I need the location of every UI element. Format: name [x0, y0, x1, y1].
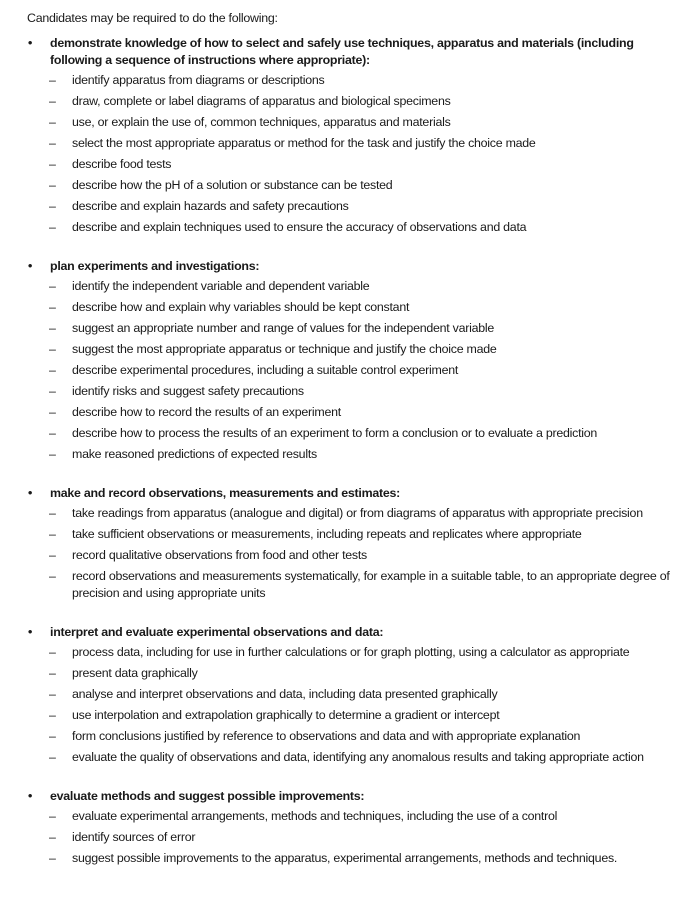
section-heading: [27, 623, 670, 642]
list-item-text: describe food tests: [72, 157, 172, 171]
list-item: [27, 566, 670, 604]
list-item-text: record observations and measurements systematically, for example in a suitable table, to an appropriate degree of precision and using appropriate units: [72, 569, 670, 600]
list-item: [27, 196, 670, 217]
dash-icon: –: [49, 220, 56, 234]
list-item-text: analyse and interpret observations and data, including data presented graphically: [72, 687, 498, 701]
list-item: [27, 402, 670, 423]
dash-icon: –: [49, 830, 56, 844]
list-item: [27, 663, 670, 684]
list-item-text: select the most appropriate apparatus or method for the task and justify the choice made: [72, 136, 536, 150]
bullet-icon: •: [28, 789, 33, 803]
dash-icon: –: [49, 73, 56, 87]
list-item-text: identify sources of error: [72, 830, 196, 844]
list-item-text: process data, including for use in further calculations or for graph plotting, using a calculator as appropriate: [72, 645, 630, 659]
dash-icon: –: [49, 506, 56, 520]
item-list: [27, 806, 670, 869]
list-item: [27, 381, 670, 402]
item-list: [27, 276, 670, 465]
list-item: [27, 175, 670, 196]
dash-icon: –: [49, 687, 56, 701]
section: [27, 257, 670, 465]
section-list: [27, 34, 670, 869]
dash-icon: –: [49, 342, 56, 356]
list-item: [27, 642, 670, 663]
dash-icon: –: [49, 199, 56, 213]
list-item: [27, 806, 670, 827]
dash-icon: –: [49, 729, 56, 743]
dash-icon: –: [49, 405, 56, 419]
list-item-text: use interpolation and extrapolation graphically to determine a gradient or intercept: [72, 708, 500, 722]
list-item: [27, 276, 670, 297]
section-heading-text: make and record observations, measurements and estimates:: [50, 486, 401, 500]
list-item-text: take readings from apparatus (analogue and digital) or from diagrams of apparatus with appropriate precision: [72, 506, 643, 520]
bullet-icon: •: [28, 625, 33, 639]
list-item: [27, 154, 670, 175]
list-item-text: describe and explain techniques used to ensure the accuracy of observations and data: [72, 220, 527, 234]
list-item: [27, 91, 670, 112]
section-heading: [27, 34, 670, 70]
dash-icon: –: [49, 527, 56, 541]
list-item: [27, 684, 670, 705]
list-item-text: identify risks and suggest safety precautions: [72, 384, 304, 398]
dash-icon: –: [49, 809, 56, 823]
list-item-text: evaluate experimental arrangements, methods and techniques, including the use of a control: [72, 809, 558, 823]
section-heading-text: demonstrate knowledge of how to select and safely use techniques, apparatus and materials (including following a sequence of instructions where appropriate):: [50, 36, 634, 67]
list-item-text: describe and explain hazards and safety precautions: [72, 199, 349, 213]
list-item-text: describe how the pH of a solution or substance can be tested: [72, 178, 393, 192]
list-item: [27, 217, 670, 238]
dash-icon: –: [49, 115, 56, 129]
list-item: [27, 339, 670, 360]
list-item: [27, 112, 670, 133]
dash-icon: –: [49, 178, 56, 192]
dash-icon: –: [49, 645, 56, 659]
list-item: [27, 423, 670, 444]
dash-icon: –: [49, 157, 56, 171]
section-heading-text: plan experiments and investigations:: [50, 259, 260, 273]
list-item: [27, 747, 670, 768]
dash-icon: –: [49, 851, 56, 865]
list-item: [27, 360, 670, 381]
section-heading: [27, 484, 670, 503]
dash-icon: –: [49, 136, 56, 150]
list-item: [27, 444, 670, 465]
dash-icon: –: [49, 750, 56, 764]
dash-icon: –: [49, 569, 56, 583]
list-item-text: identify apparatus from diagrams or descriptions: [72, 73, 325, 87]
item-list: [27, 642, 670, 768]
list-item: [27, 827, 670, 848]
list-item-text: describe how to record the results of an experiment: [72, 405, 341, 419]
list-item-text: suggest possible improvements to the apparatus, experimental arrangements, methods and techniques.: [72, 851, 618, 865]
list-item: [27, 70, 670, 91]
list-item: [27, 705, 670, 726]
section-heading-text: interpret and evaluate experimental observations and data:: [50, 625, 384, 639]
list-item: [27, 133, 670, 154]
list-item-text: draw, complete or label diagrams of apparatus and biological specimens: [72, 94, 451, 108]
list-item: [27, 503, 670, 524]
dash-icon: –: [49, 666, 56, 680]
list-item: [27, 524, 670, 545]
dash-icon: –: [49, 363, 56, 377]
list-item: [27, 297, 670, 318]
list-item-text: evaluate the quality of observations and data, identifying any anomalous results and taking appropriate action: [72, 750, 644, 764]
dash-icon: –: [49, 426, 56, 440]
list-item-text: use, or explain the use of, common techniques, apparatus and materials: [72, 115, 451, 129]
bullet-icon: •: [28, 486, 33, 500]
list-item-text: form conclusions justified by reference to observations and data and with appropriate explanation: [72, 729, 581, 743]
section: [27, 34, 670, 238]
list-item: [27, 848, 670, 869]
list-item-text: present data graphically: [72, 666, 198, 680]
dash-icon: –: [49, 447, 56, 461]
list-item-text: describe experimental procedures, including a suitable control experiment: [72, 363, 459, 377]
list-item-text: record qualitative observations from food and other tests: [72, 548, 367, 562]
section: [27, 484, 670, 604]
dash-icon: –: [49, 708, 56, 722]
dash-icon: –: [49, 384, 56, 398]
section: [27, 787, 670, 869]
item-list: [27, 70, 670, 238]
list-item-text: take sufficient observations or measurements, including repeats and replicates where appropriate: [72, 527, 582, 541]
dash-icon: –: [49, 300, 56, 314]
list-item: [27, 726, 670, 747]
list-item-text: suggest an appropriate number and range of values for the independent variable: [72, 321, 495, 335]
dash-icon: –: [49, 321, 56, 335]
dash-icon: –: [49, 279, 56, 293]
bullet-icon: •: [28, 36, 33, 50]
section: [27, 623, 670, 768]
list-item: [27, 545, 670, 566]
dash-icon: –: [49, 548, 56, 562]
list-item-text: describe how to process the results of an experiment to form a conclusion or to evaluate a prediction: [72, 426, 598, 440]
intro-text: Candidates may be required to do the following:: [27, 11, 278, 25]
list-item: [27, 318, 670, 339]
item-list: [27, 503, 670, 604]
list-item-text: identify the independent variable and dependent variable: [72, 279, 370, 293]
section-heading: [27, 257, 670, 276]
section-heading: [27, 787, 670, 806]
list-item-text: describe how and explain why variables should be kept constant: [72, 300, 410, 314]
dash-icon: –: [49, 94, 56, 108]
list-item-text: suggest the most appropriate apparatus or technique and justify the choice made: [72, 342, 497, 356]
list-item-text: make reasoned predictions of expected results: [72, 447, 317, 461]
section-heading-text: evaluate methods and suggest possible improvements:: [50, 789, 365, 803]
bullet-icon: •: [28, 259, 33, 273]
